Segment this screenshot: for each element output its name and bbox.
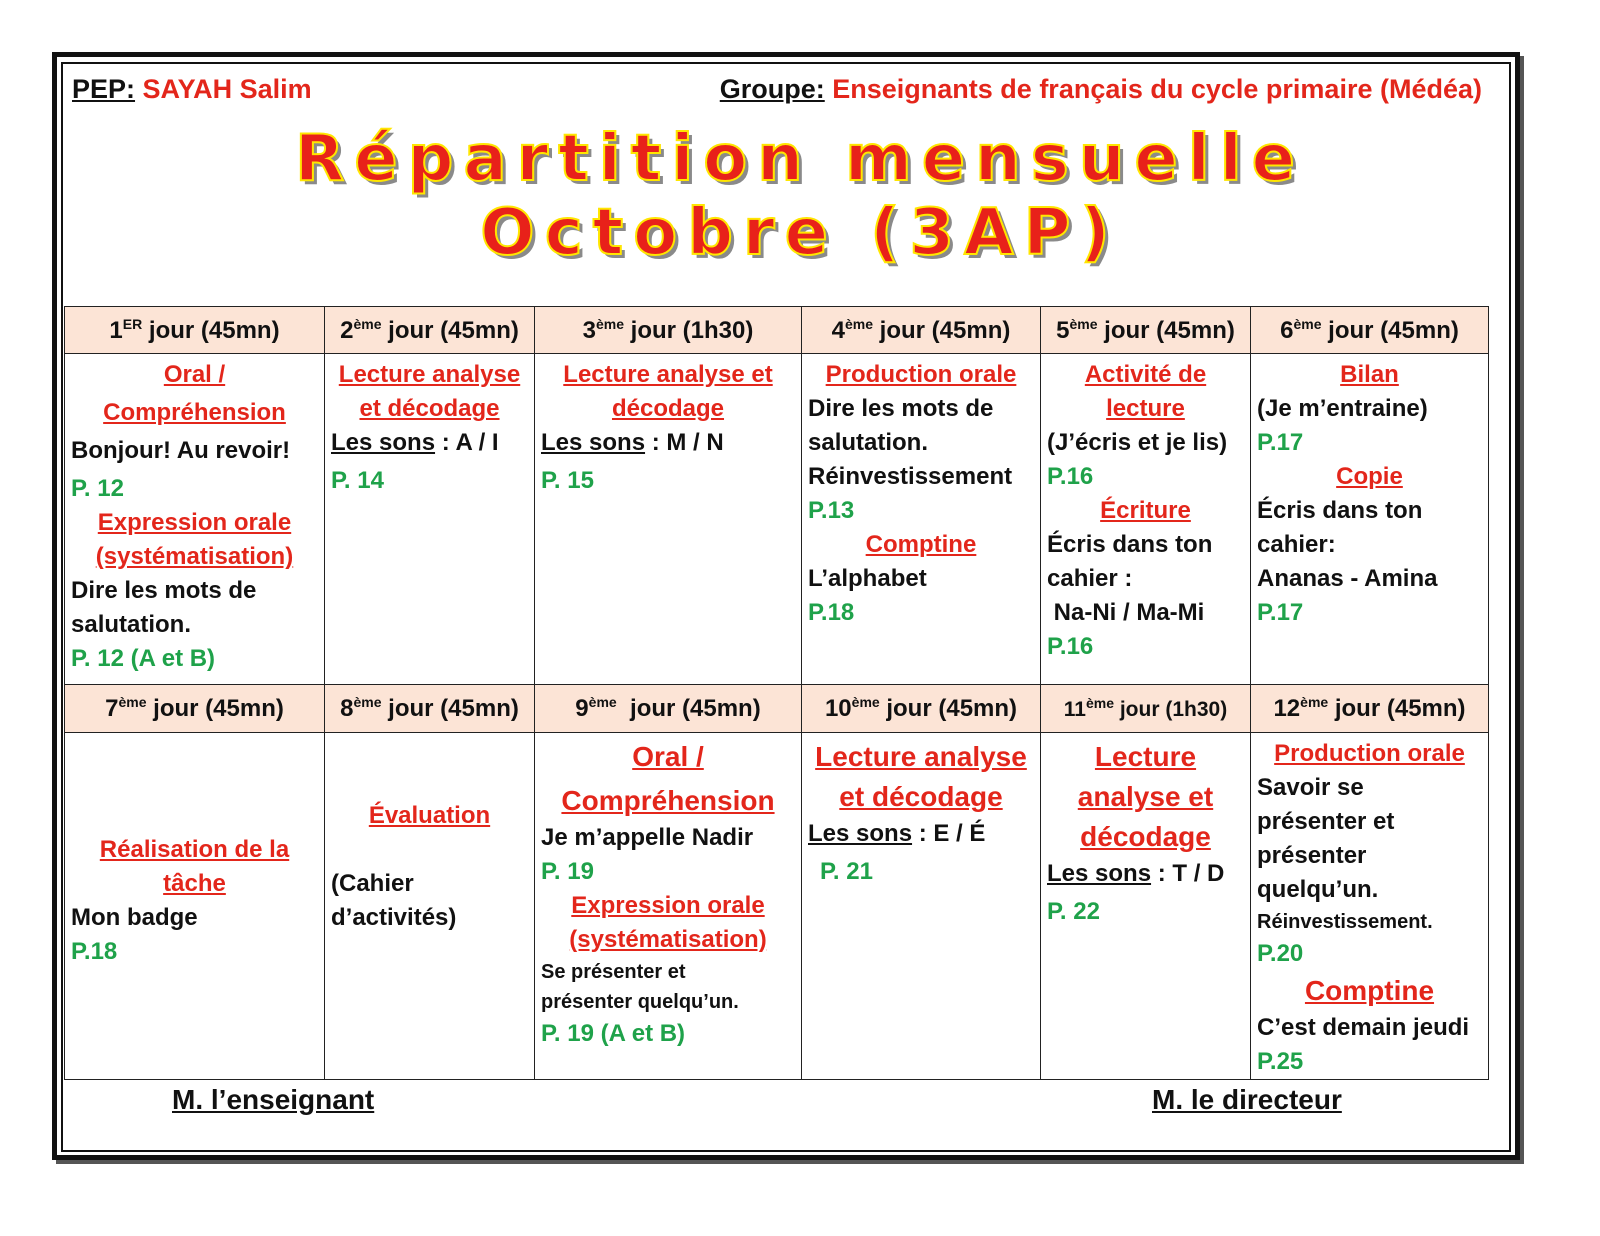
day-header: 12ème jour (45mn) xyxy=(1251,685,1489,732)
day-cell xyxy=(1041,354,1251,685)
activity-text: (Cahier xyxy=(331,869,414,897)
activity-heading: Lecture analyse et xyxy=(563,361,773,389)
activity-text: présenter xyxy=(1257,841,1367,869)
day-header: 9ème jour (45mn) xyxy=(535,685,802,732)
activity-heading: (systématisation) xyxy=(569,925,767,953)
day-header: 2ème jour (45mn) xyxy=(325,307,535,354)
day-header: 11ème jour (1h30) xyxy=(1041,685,1251,732)
activity-heading: et décodage xyxy=(839,780,1003,812)
activity-text: (Je m’entraine) xyxy=(1257,395,1428,423)
pep-header xyxy=(72,74,312,105)
page-ref: P.18 xyxy=(808,599,855,627)
activity-text: cahier : xyxy=(1047,565,1133,593)
activity-text: présenter quelqu’un. xyxy=(541,990,739,1013)
page-ref: P.17 xyxy=(1257,599,1304,627)
activity-text: Les sons : E / É xyxy=(808,819,986,847)
day-cell xyxy=(1251,354,1489,685)
teacher-signature-label: M. l’enseignant xyxy=(172,1084,375,1115)
activity-heading: (systématisation) xyxy=(95,543,294,571)
activity-heading: Évaluation xyxy=(368,801,491,829)
activity-text: Je m’appelle Nadir xyxy=(541,823,754,851)
activity-text: Les sons : T / D xyxy=(1047,859,1225,887)
activity-heading: lecture xyxy=(1106,395,1185,423)
pep-value: SAYAH Salim xyxy=(142,74,312,104)
activity-text: Réinvestissement xyxy=(808,463,1013,491)
content-row xyxy=(65,354,1489,685)
page-ref: P.16 xyxy=(1047,633,1094,661)
activity-heading: Réalisation de la xyxy=(99,835,290,863)
page-ref: P.13 xyxy=(808,497,855,525)
day-cell xyxy=(802,354,1041,685)
day-header-row xyxy=(65,685,1489,732)
activity-heading: analyse et xyxy=(1077,780,1214,812)
director-signature-label: M. le directeur xyxy=(1152,1084,1342,1115)
groupe-header xyxy=(720,74,1482,105)
activity-text: Les sons : A / I xyxy=(331,429,499,457)
day-cell xyxy=(325,732,535,1079)
activity-text: cahier: xyxy=(1257,531,1336,559)
activity-text: Dire les mots de xyxy=(808,395,994,423)
content-row xyxy=(65,732,1489,1079)
activity-heading: Oral / xyxy=(163,361,226,389)
groupe-label: Groupe: xyxy=(719,74,825,104)
day-header: 4ème jour (45mn) xyxy=(802,307,1041,354)
day-cell xyxy=(802,732,1041,1079)
activity-text: salutation. xyxy=(808,429,929,457)
day-cell xyxy=(1251,732,1489,1079)
activity-heading: Production orale xyxy=(1274,739,1465,767)
day-header: 10ème jour (45mn) xyxy=(802,685,1041,732)
activity-text: C’est demain jeudi xyxy=(1257,1013,1470,1041)
monthly-plan-table xyxy=(64,306,1489,1080)
day-cell xyxy=(325,354,535,685)
page-title-line2: Octobre (3AP) xyxy=(480,196,1120,270)
day-header-row xyxy=(65,307,1489,354)
day-header: 7ème jour (45mn) xyxy=(65,685,325,732)
page-ref: P. 19 xyxy=(541,857,594,885)
activity-heading: Compréhension xyxy=(103,399,286,427)
activity-text: Ananas - Amina xyxy=(1257,565,1438,593)
activity-heading: Compréhension xyxy=(561,784,775,816)
day-cell xyxy=(65,354,325,685)
page-ref: P. 12 xyxy=(71,475,124,503)
activity-heading: Bilan xyxy=(1340,361,1399,389)
activity-text: Na-Ni / Ma-Mi xyxy=(1047,599,1205,627)
page-ref: P. 19 (A et B) xyxy=(541,1019,686,1047)
activity-text: Dire les mots de xyxy=(71,577,257,605)
groupe-value: Enseignants de français du cycle primaire (Médéa) xyxy=(832,74,1482,104)
activity-text: salutation. xyxy=(71,611,192,639)
activity-text: Réinvestissement. xyxy=(1257,910,1433,933)
activity-text: Écris dans ton xyxy=(1257,497,1423,525)
page-ref: P.25 xyxy=(1257,1047,1304,1075)
day-cell xyxy=(535,354,802,685)
pep-label: PEP: xyxy=(72,74,136,104)
day-header: 8ème jour (45mn) xyxy=(325,685,535,732)
activity-heading: Lecture xyxy=(1094,740,1197,772)
page-ref: P. 14 xyxy=(331,467,384,495)
activity-heading: Lecture analyse xyxy=(815,740,1027,772)
activity-heading: décodage xyxy=(1080,820,1211,852)
activity-text: Mon badge xyxy=(71,903,198,931)
activity-text: L’alphabet xyxy=(808,565,927,593)
activity-text: Écris dans ton xyxy=(1047,531,1213,559)
page-ref: P.17 xyxy=(1257,429,1304,457)
page-ref: P. 12 (A et B) xyxy=(71,645,216,673)
activity-heading: Expression orale xyxy=(571,891,765,919)
day-cell xyxy=(535,732,802,1079)
activity-text: Savoir se xyxy=(1257,773,1364,801)
activity-text: présenter et xyxy=(1257,807,1395,835)
activity-heading: Comptine xyxy=(865,531,977,559)
day-header: 5ème jour (45mn) xyxy=(1041,307,1251,354)
activity-heading: Production orale xyxy=(825,361,1017,389)
page-ref: P.20 xyxy=(1257,939,1304,967)
activity-heading: Copie xyxy=(1336,463,1403,491)
activity-heading: Lecture analyse xyxy=(338,361,521,389)
activity-heading: Comptine xyxy=(1304,974,1435,1006)
page-ref: P.18 xyxy=(71,937,118,965)
page-ref: P. 21 xyxy=(820,857,873,885)
activity-heading: Écriture xyxy=(1100,497,1191,525)
activity-heading: Activité de xyxy=(1084,361,1207,389)
page-ref: P. 15 xyxy=(541,467,594,495)
activity-text: quelqu’un. xyxy=(1257,875,1379,903)
page-ref: P.16 xyxy=(1047,463,1094,491)
day-header: 6ème jour (45mn) xyxy=(1251,307,1489,354)
day-header: 1ER jour (45mn) xyxy=(65,307,325,354)
day-header: 3ème jour (1h30) xyxy=(535,307,802,354)
day-cell xyxy=(1041,732,1251,1079)
activity-heading: et décodage xyxy=(359,395,500,423)
activity-text: Les sons : M / N xyxy=(541,429,724,457)
day-cell xyxy=(65,732,325,1079)
activity-heading: Expression orale xyxy=(97,509,292,537)
activity-heading: tâche xyxy=(163,869,226,897)
page-title-line1: Répartition mensuelle xyxy=(294,122,1306,196)
activity-text: Se présenter et xyxy=(541,960,686,983)
activity-text: d’activités) xyxy=(331,903,457,931)
page-ref: P. 22 xyxy=(1047,897,1100,925)
activity-heading: décodage xyxy=(611,395,725,423)
activity-heading: Oral / xyxy=(632,740,704,772)
activity-text: (J’écris et je lis) xyxy=(1047,429,1228,457)
activity-text: Bonjour! Au revoir! xyxy=(71,437,291,465)
